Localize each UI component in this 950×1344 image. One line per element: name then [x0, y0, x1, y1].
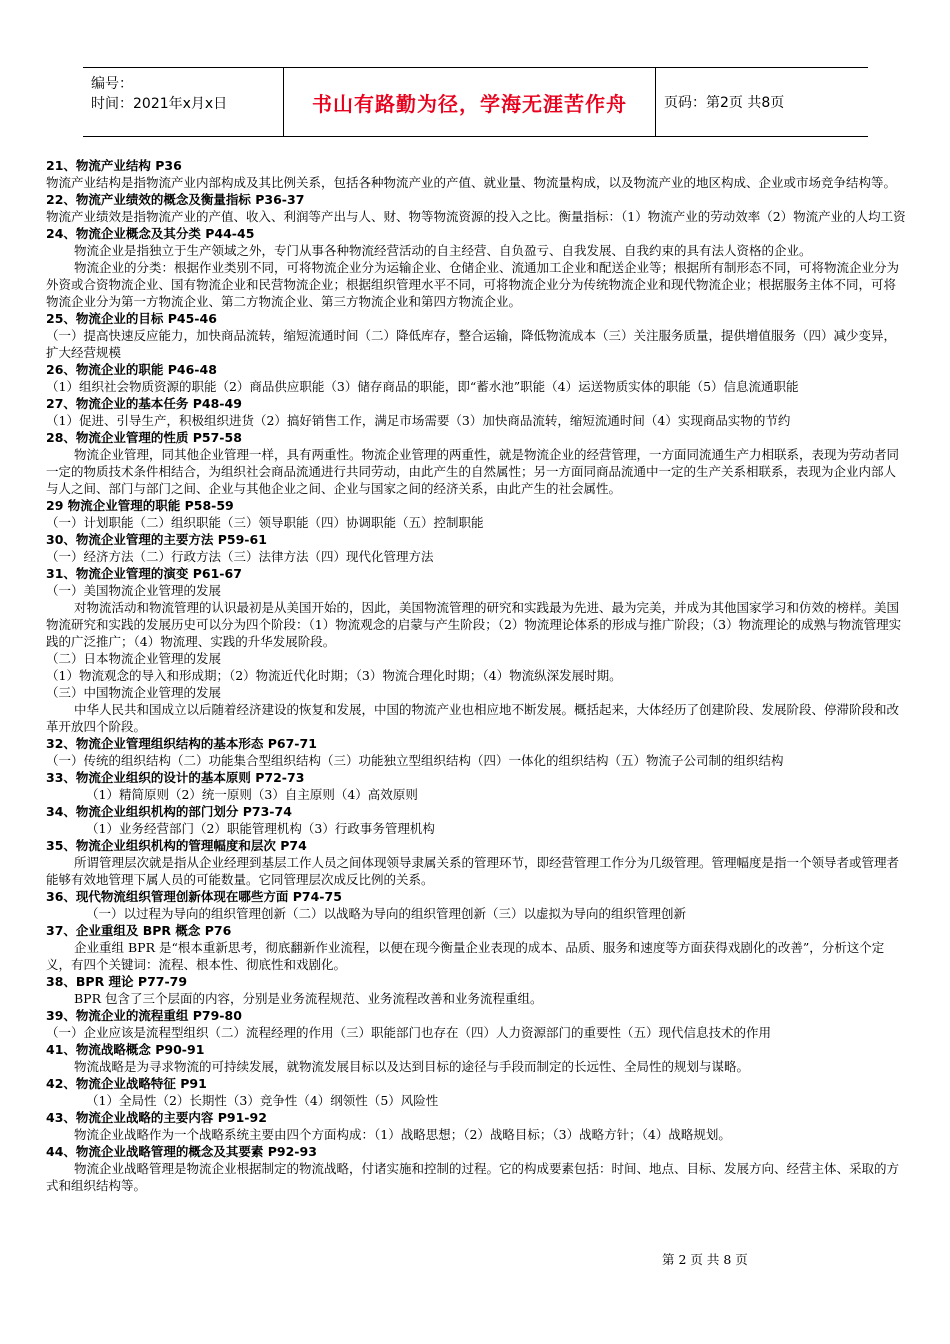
section-heading: 38、BPR 理论 P77-79	[46, 974, 188, 989]
section-heading: 35、物流企业组织机构的管理幅度和层次 P74	[46, 838, 307, 853]
section-heading: 32、物流企业管理组织结构的基本形态 P67-71	[46, 736, 317, 751]
body-paragraph: （1）组织社会物质资源的职能（2）商品供应职能（3）储存商品的职能，即“蓄水池”职能（4）运送物质实体的职能（5）信息流通职能	[46, 379, 799, 394]
body-paragraph: 中华人民共和国成立以后随着经济建设的恢复和发展，中国的物流产业也相应地不断发展。概括起来，大体经历了创建阶段、发展阶段、停滞阶段和改革开放四个阶段。	[46, 702, 900, 734]
section-heading: 24、物流企业概念及其分类 P44-45	[46, 226, 255, 241]
body-paragraph: （1）促进、引导生产，积极组织进货（2）搞好销售工作，满足市场需要（3）加快商品流转，缩短流通时间（4）实现商品实物的节约	[46, 413, 791, 428]
body-paragraph: 物流企业战略作为一个战略系统主要由四个方面构成：（1）战略思想；（2）战略目标；（3）战略方针；（4）战略规划。	[74, 1127, 731, 1142]
body-paragraph: 物流企业管理，同其他企业管理一样，具有两重性。物流企业管理的两重性，就是物流企业的经营管理，一方面同流通生产力相联系，表现为劳动者同一定的物质技术条件相结合，为组织社会商品流通进行共同劳动，由此产生的自然属性；另一方面同商品流通中一定的生产关系相联系，表现为企业内部人与人之间、部门与部门之间、企业与其他企业之间、企业与国家之间的经济关系，由此产生的社会属性。	[46, 447, 900, 496]
list-paragraph: （1）业务经营部门（2）职能管理机构（3）行政事务管理机构	[86, 821, 435, 836]
body-paragraph: （1）物流观念的导入和形成期；（2）物流近代化时期；（3）物流合理化时期；（4）物流纵深发展时期。	[46, 668, 622, 683]
section-heading: 44、物流企业战略管理的概念及其要素 P92-93	[46, 1144, 317, 1159]
body-paragraph: （一）企业应该是流程型组织（二）流程经理的作用（三）职能部门也存在（四）人力资源部门的重要性（五）现代信息技术的作用	[46, 1025, 772, 1040]
body-paragraph: 物流产业结构是指物流产业内部构成及其比例关系，包括各种物流产业的产值、就业量、物流量构成，以及物流产业的地区构成、企业或市场竞争结构等。	[46, 175, 897, 190]
body-paragraph: （一）提高快速反应能力，加快商品流转，缩短流通时间（二）降低库存，整合运输，降低物流成本（三）关注服务质量，提供增值服务（四）减少变异，扩大经营规模	[46, 328, 897, 360]
header-meta	[83, 68, 284, 136]
list-paragraph: （一）以过程为导向的组织管理创新（二）以战略为导向的组织管理创新（三）以虚拟为导向的组织管理创新	[86, 906, 687, 921]
section-heading: 37、企业重组及 BPR 概念 P76	[46, 923, 232, 938]
section-heading: 26、物流企业的职能 P46-48	[46, 362, 217, 377]
page-footer: 第 2 页 共 8 页	[662, 1252, 748, 1267]
section-heading: 36、现代物流组织管理创新体现在哪些方面 P74-75	[46, 889, 342, 904]
section-heading: 22、物流产业绩效的概念及衡量指标 P36-37	[46, 192, 305, 207]
section-heading: 41、物流战略概念 P90-91	[46, 1042, 205, 1057]
header-page-label: 页码：第2页 共8页	[664, 95, 785, 111]
body-paragraph: （一）计划职能（二）组织职能（三）领导职能（四）协调职能（五）控制职能	[46, 515, 484, 530]
body-paragraph: 对物流活动和物流管理的认识最初是从美国开始的，因此，美国物流管理的研究和实践最为先进、最为完美，并成为其他国家学习和仿效的榜样。美国物流研究和实践的发展历史可以分为四个阶段：（1）物流观念的启蒙与产生阶段；（2）物流理论体系的形成与推广阶段；（3）物流理论的成熟与物流管理实践的广泛推广；（4）物流理、实践的升华发展阶段。	[46, 600, 902, 649]
section-heading: 39、物流企业的流程重组 P79-80	[46, 1008, 242, 1023]
section-heading: 21、物流产业结构 P36	[46, 158, 182, 173]
section-heading: 27、物流企业的基本任务 P48-49	[46, 396, 242, 411]
document-body	[46, 157, 908, 1194]
section-heading: 30、物流企业管理的主要方法 P59-61	[46, 532, 267, 547]
body-paragraph: 物流产业绩效是指物流产业的产值、收入、利润等产出与人、财、物等物流资源的投入之比。衡量指标：（1）物流产业的劳动效率（2）物流产业的人均工资	[46, 209, 906, 224]
section-heading: 29 物流企业管理的职能 P58-59	[46, 498, 234, 513]
date-label: 时间：2021年x月x日	[91, 96, 228, 112]
body-paragraph: BPR 包含了三个层面的内容，分别是业务流程规范、业务流程改善和业务流程重组。	[74, 991, 543, 1006]
list-paragraph: （1）精简原则（2）统一原则（3）自主原则（4）高效原则	[86, 787, 418, 802]
section-heading: 33、物流企业组织的设计的基本原则 P72-73	[46, 770, 305, 785]
section-heading: 31、物流企业管理的演变 P61-67	[46, 566, 242, 581]
body-paragraph: 物流战略是为寻求物流的可持续发展，就物流发展目标以及达到目标的途径与手段而制定的长远性、全局性的规划与谋略。	[74, 1059, 750, 1074]
body-paragraph: 物流企业是指独立于生产领域之外，专门从事各种物流经营活动的自主经营、自负盈亏、自我发展、自我约束的具有法人资格的企业。	[74, 243, 812, 258]
body-paragraph: （三）中国物流企业管理的发展	[46, 685, 222, 700]
header-motto: 书山有路勤为径，学海无涯苦作舟	[284, 68, 656, 136]
section-heading: 42、物流企业战略特征 P91	[46, 1076, 207, 1091]
section-heading: 43、物流企业战略的主要内容 P91-92	[46, 1110, 267, 1125]
body-paragraph: 所谓管理层次就是指从企业经理到基层工作人员之间体现领导隶属关系的管理环节，即经营管理工作分为几级管理。管理幅度是指一个领导者或管理者能够有效地管理下属人员的可能数量。它同管理层次成反比例的关系。	[46, 855, 900, 887]
body-paragraph: 企业重组 BPR 是“根本重新思考，彻底翻新作业流程，以便在现今衡量企业表现的成本、品质、服务和速度等方面获得戏剧化的改善”，分析这个定义，有四个关键词：流程、根本性、彻底性和戏剧化。	[46, 940, 885, 972]
section-heading: 28、物流企业管理的性质 P57-58	[46, 430, 242, 445]
body-paragraph: 物流企业的分类：根据作业类别不同，可将物流企业分为运输企业、仓储企业、流通加工企业和配送企业等；根据所有制形态不同，可将物流企业分为外资或合资物流企业、国有物流企业和民营物流企业；根据组织管理水平不同，可将物流企业分为传统物流企业和现代物流企业；根据服务主体不同，可将物流企业分为第一方物流企业、第二方物流企业、第三方物流企业和第四方物流企业。	[46, 260, 900, 309]
section-heading: 34、物流企业组织机构的部门划分 P73-74	[46, 804, 292, 819]
body-paragraph: 物流企业战略管理是物流企业根据制定的物流战略，付诸实施和控制的过程。它的构成要素包括：时间、地点、目标、发展方向、经营主体、采取的方式和组织结构等。	[46, 1161, 900, 1193]
body-paragraph: （二）日本物流企业管理的发展	[46, 651, 222, 666]
body-paragraph: （一）经济方法（二）行政方法（三）法律方法（四）现代化管理方法	[46, 549, 434, 564]
list-paragraph: （1）全局性（2）长期性（3）竞争性（4）纲领性（5）风险性	[86, 1093, 439, 1108]
number-label: 编号：	[91, 76, 133, 92]
page-header	[83, 67, 868, 137]
body-paragraph: （一）美国物流企业管理的发展	[46, 583, 222, 598]
body-paragraph: （一）传统的组织结构（二）功能集合型组织结构（三）功能独立型组织结构（四）一体化的组织结构（五）物流子公司制的组织结构	[46, 753, 784, 768]
section-heading: 25、物流企业的目标 P45-46	[46, 311, 217, 326]
